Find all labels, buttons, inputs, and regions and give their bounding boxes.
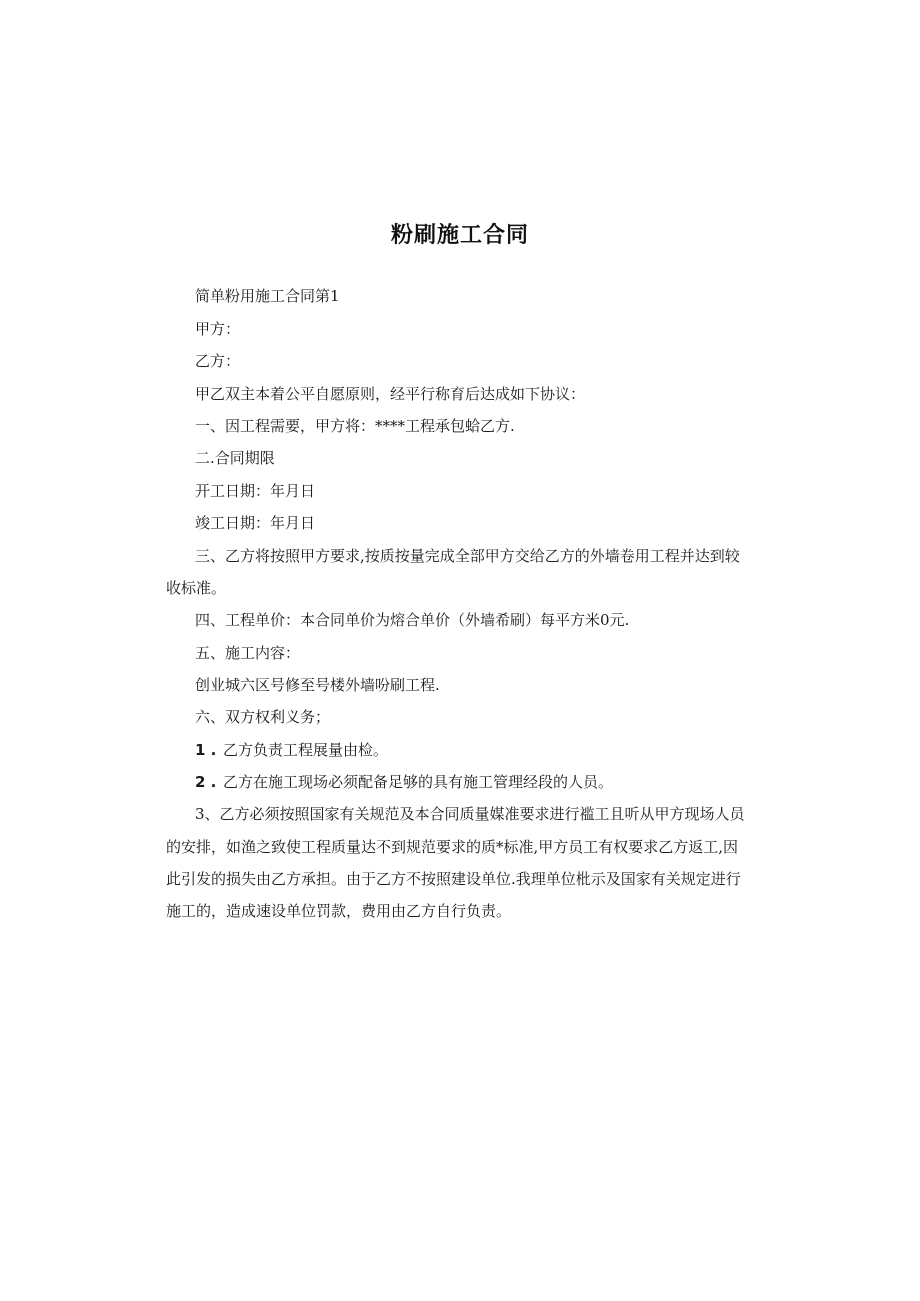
list-marker-2: 2 . (195, 773, 217, 791)
doc-line-clause-2: 二.合同期限 (195, 449, 275, 467)
doc-line-1: 简单粉用施工合同第1 (195, 287, 340, 305)
doc-line-clause-1: 一、因工程需要，甲方将：****工程承包蛤乙方. (195, 417, 515, 435)
doc-line-preamble: 甲乙双主本着公平自愿原则，经平行称育后达成如下协议： (195, 385, 586, 403)
document-title: 粉刷施工合同 (390, 223, 529, 248)
list-marker-1: 1 . (195, 741, 217, 759)
doc-line-clause-3-cont: 收标准。 (166, 579, 227, 597)
doc-list-item-1 (195, 740, 388, 760)
list-item-text-1: 乙方负责工程展量由检。 (223, 741, 389, 759)
doc-line-party-a: 甲方： (195, 320, 241, 338)
doc-line-item-3: 3、乙方必须按照国家有关规范及本合同质量媒准要求进行褴工且听从甲方现场人员 (195, 805, 745, 823)
list-item-text-2: 乙方在施工现场必须配备足够的具有施工管理经段的人员。 (223, 773, 614, 791)
doc-line-clause-6: 六、双方权利义务； (195, 708, 331, 726)
doc-line-party-b: 乙方： (195, 352, 241, 370)
doc-line-clause-4: 四、工程单价：本合同单价为熔合单价（外墙希刷）每平方米0元. (195, 611, 630, 629)
doc-line-start-date: 开工日期：年月日 (195, 482, 316, 500)
doc-line-clause-5: 五、施工内容： (195, 644, 301, 662)
doc-line-item-3-cont-2: 此引发的损失由乙方承担。由于乙方不按照建设单位.我理单位枇示及国家有关规定进行 (166, 870, 741, 888)
doc-line-item-3-cont-3: 施工的，造成速设单位罚款，费用由乙方自行负责。 (166, 902, 512, 920)
doc-line-clause-3: 三、乙方将按照甲方要求,按质按量完成全部甲方交给乙方的外墙卷用工程并达到较 (195, 547, 740, 565)
doc-line-item-3-cont-1: 的安排，如渔之致使工程质量达不到规范要求的质*标准,甲方员工有权要求乙方返工,因 (166, 838, 739, 856)
doc-list-item-2 (195, 772, 613, 792)
doc-line-scope: 创业城六区号修至号楼外墙吩刷工程. (195, 676, 440, 694)
doc-line-end-date: 竣工日期：年月日 (195, 514, 316, 532)
